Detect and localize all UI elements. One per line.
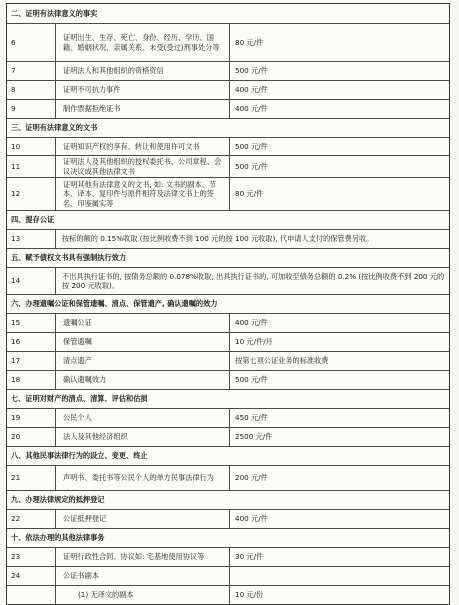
table-row bbox=[7, 585, 449, 604]
table-row bbox=[7, 61, 449, 80]
row-number: 22 bbox=[7, 510, 56, 528]
row-item: 制作票据拒绝证书 bbox=[56, 100, 230, 118]
row-description: 不出具执行证书的, 按债务总额的 0.078%收取; 出具执行证书的, 可加收至债务总额的 0.2% (按比例收费不到 200 元的按 200 元收取)。 bbox=[62, 271, 445, 290]
row-fee: 450 元/件 bbox=[235, 413, 268, 423]
row-number: 20 bbox=[7, 428, 56, 446]
row-item: 公民个人 bbox=[56, 409, 230, 427]
row-description: 按标的额的 0.15%收取 (按比例收费不到 100 元的按 100 元收取), 代申请人支付的保管费另收。 bbox=[62, 234, 374, 244]
row-item: 保管遗嘱 bbox=[56, 333, 230, 351]
row-number: 19 bbox=[7, 409, 56, 427]
row-number: 12 bbox=[7, 178, 56, 210]
row-number: 23 bbox=[7, 548, 56, 566]
row-number: 6 bbox=[7, 24, 56, 61]
table-row bbox=[7, 23, 449, 61]
table-row bbox=[7, 229, 449, 248]
row-number: 15 bbox=[7, 314, 56, 332]
row-number: 24 bbox=[7, 567, 56, 585]
section-header-row bbox=[7, 118, 449, 137]
row-fee: 10 元/份 bbox=[235, 590, 264, 600]
row-fee: 500 元/件 bbox=[235, 66, 268, 76]
row-fee: 2500 元/件 bbox=[235, 432, 273, 442]
row-fee bbox=[230, 567, 449, 585]
row-fee: 400 元/件 bbox=[235, 318, 268, 328]
row-fee: 10 元/件/月 bbox=[235, 337, 273, 347]
section-header-row bbox=[7, 389, 449, 408]
row-number: 18 bbox=[7, 371, 56, 389]
row-item: 证明行政性合同、协议如: 宅基地使用协议等 bbox=[56, 548, 230, 566]
row-item: 证明法人及其他组织的授权委托书、公司章程、会议决议或其他法律文书 bbox=[56, 156, 230, 177]
table-row bbox=[7, 137, 449, 155]
row-number: 16 bbox=[7, 333, 56, 351]
row-item: 证明不可抗力事件 bbox=[56, 81, 230, 99]
row-item: 证明出生、生存、死亡、身份、经历、学历、国籍、婚姻状况、亲属关系、未受(受过)刑事处分等 bbox=[56, 24, 230, 61]
table-row bbox=[7, 267, 449, 294]
table-row bbox=[7, 332, 449, 351]
fee-schedule-table bbox=[6, 3, 450, 605]
row-fee: 30 元/件 bbox=[235, 552, 264, 562]
section-title: 五、赋予债权文书具有强制执行效力 bbox=[11, 253, 127, 263]
section-header-row bbox=[7, 446, 449, 465]
row-fee: 80 元/件 bbox=[235, 37, 264, 47]
row-item: 证明知识产权的享有、转让和使用许可文书 bbox=[56, 138, 230, 155]
section-title: 四、提存公证 bbox=[11, 215, 55, 225]
row-item: 证明法人和其他组织的资格资信 bbox=[56, 62, 230, 80]
row-number: 21 bbox=[7, 466, 56, 490]
table-row bbox=[7, 351, 449, 370]
table-row bbox=[7, 177, 449, 210]
row-item: 法人及其他经济组织 bbox=[56, 428, 230, 446]
section-title: 八、其他民事法律行为的设立、变更、终止 bbox=[11, 451, 148, 461]
row-number: 8 bbox=[7, 81, 56, 99]
row-item: 遗嘱公证 bbox=[56, 314, 230, 332]
row-item: 公证抵押登记 bbox=[56, 510, 230, 528]
row-item: 公证书副本 bbox=[56, 567, 230, 585]
row-item: 清点遗产 bbox=[56, 352, 230, 370]
section-title: 二、证明有法律意义的事实 bbox=[11, 8, 98, 18]
row-number: 7 bbox=[7, 62, 56, 80]
section-header-row bbox=[7, 248, 449, 267]
section-header-row bbox=[7, 490, 449, 509]
row-item: (1) 无译文的副本 bbox=[56, 586, 230, 604]
row-fee: 80 元/件 bbox=[235, 189, 264, 199]
table-row bbox=[7, 465, 449, 490]
row-fee: 400 元/件 bbox=[235, 85, 268, 95]
table-row bbox=[7, 427, 449, 446]
table-row bbox=[7, 547, 449, 566]
row-number: 14 bbox=[7, 268, 56, 294]
section-header-row bbox=[7, 294, 449, 313]
row-fee: 500 元/件 bbox=[235, 375, 268, 385]
row-number: 11 bbox=[7, 156, 56, 177]
row-fee: 400 元/件 bbox=[235, 514, 268, 524]
table-row bbox=[7, 313, 449, 332]
row-number: 13 bbox=[7, 230, 56, 248]
row-number: 17 bbox=[7, 352, 56, 370]
row-fee: 500 元/件 bbox=[235, 141, 268, 151]
row-fee: 按第七项公证业务的标准收费 bbox=[235, 356, 329, 366]
row-number: 9 bbox=[7, 100, 56, 118]
row-number bbox=[7, 586, 56, 604]
section-header-row bbox=[7, 4, 449, 23]
section-title: 九、办理法律规定的抵押登记 bbox=[11, 495, 105, 505]
table-row bbox=[7, 99, 449, 118]
section-header-row bbox=[7, 210, 449, 229]
section-title: 十、依法办理的其他法律事务 bbox=[11, 533, 105, 543]
table-row bbox=[7, 408, 449, 427]
row-fee: 400 元/件 bbox=[235, 104, 268, 114]
row-fee: 500 元/件 bbox=[235, 161, 268, 171]
table-row bbox=[7, 80, 449, 99]
row-item: 声明书、委托书等公民个人的单方民事法律行为 bbox=[56, 466, 230, 490]
section-title: 六、办理遗嘱公证和保管遗嘱、清点、保管遗产, 确认遗嘱的效力 bbox=[11, 299, 218, 309]
table-row bbox=[7, 566, 449, 585]
row-item: 证明其他有法律意义的文书, 如: 文书的副本、节本、译本、复印件与原件相符及法律文书上的签名、印鉴属实等 bbox=[56, 178, 230, 210]
section-title: 三、证明有法律意义的文书 bbox=[11, 123, 98, 133]
section-header-row bbox=[7, 528, 449, 547]
section-title: 七、证明对财产的清点、清算、评估和估损 bbox=[11, 394, 148, 404]
row-number: 10 bbox=[7, 138, 56, 155]
table-row bbox=[7, 370, 449, 389]
table-row bbox=[7, 155, 449, 177]
row-item: 确认遗嘱效力 bbox=[56, 371, 230, 389]
table-row bbox=[7, 509, 449, 528]
row-fee: 200 元/件 bbox=[235, 473, 268, 483]
